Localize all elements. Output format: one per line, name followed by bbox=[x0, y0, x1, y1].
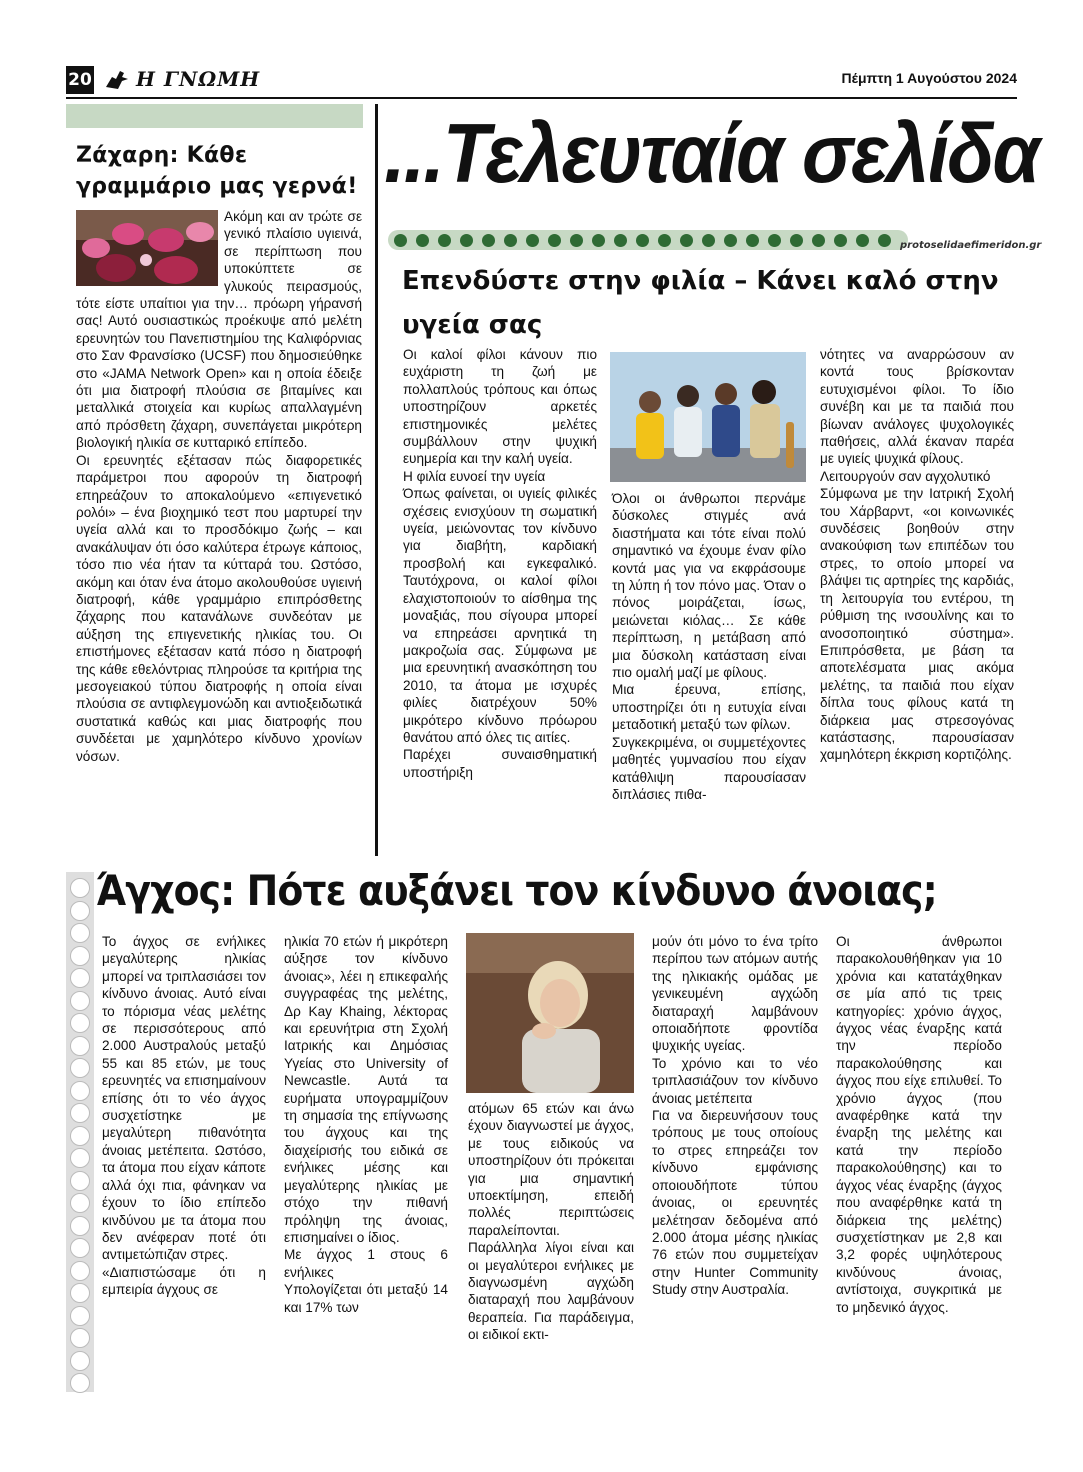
paragraph: Παράλληλα λίγοι είναι και οι μεγαλύτεροι ενήλικες με διαγνωσμένη αγχώδη διαταραχή που λαμβάνουν θεραπεία. Για παράδειγμα, οι ειδικοί εκτι- bbox=[468, 1240, 634, 1343]
divider-dot bbox=[746, 234, 759, 247]
divider-dot bbox=[636, 234, 649, 247]
divider-dot bbox=[658, 234, 671, 247]
divider-dot bbox=[394, 234, 407, 247]
newspaper-name: Η ΓΝΩΜΗ bbox=[136, 67, 261, 91]
paragraph: νότητες να αναρρώσουν αν κοντά τους βρίσκονταν ευτυχισμένοι φίλοι. Το ίδιο συνέβη και με τα παιδιά που βίωναν ανάλογες ψυχολογικές παθήσεις, αλλά έκαναν παρέα με υγιείς ψυχικά φίλους. bbox=[820, 347, 1014, 467]
issue-date: Πέμπτη 1 Αυγούστου 2024 bbox=[841, 70, 1017, 86]
divider-dot bbox=[438, 234, 451, 247]
divider-dot bbox=[834, 234, 847, 247]
paragraph: Το άγχος σε ενήλικες μεγαλύτερης ηλικίας μπορεί να τριπλασιάσει τον κίνδυνο άνοιας. Αυτό είναι το πόρισμα νέας μελέτης σε περισσότερους από 2.000 Αυστραλούς μεταξύ 55 και 85 ετών, με τους ερευνητές να επισημαίνουν επίσης ότι το νέο άγχος συσχετίστηκε με μεγαλύτερη πιθανότητα άνοιας μετέπειτα. Ωστόσο, τα άτομα που είχαν κάποτε αλλά όχι πια, φάνηκαν να έχουν το ίδιο επίπεδο κινδύνου με τα άτομα που δεν ανέφεραν ποτέ ότι αντιμετώπιζαν στρες. bbox=[102, 934, 266, 1263]
binder-hole bbox=[70, 1261, 90, 1281]
binder-hole bbox=[70, 1126, 90, 1146]
friendship-headline: Επενδύστε στην φιλία – Κάνει καλό στην υγεία σας bbox=[402, 266, 999, 340]
left-accent-bar bbox=[66, 104, 363, 128]
binder-hole bbox=[70, 1373, 90, 1393]
subheading: Λειτουργούν σαν αγχολυτικό bbox=[820, 468, 991, 484]
friends-selfie-photo bbox=[610, 352, 806, 482]
horse-logo-icon bbox=[104, 67, 130, 91]
pensive-woman-photo bbox=[466, 933, 634, 1093]
paragraph: ηλικία 70 ετών ή μικρότερη αύξησε τον κίνδυνο άνοιας», λέει η επικεφαλής συγγραφέας της μελέτης, Δρ Kay Khaing, λέκτορας και ερευνήτρια στη Σχολή Ιατρικής και Δημόσιας Υγείας στο University of Newcastle. Αυτά τα ευρήματα υπογραμμίζουν τη σημασία της επίγνωσης του άγχους και της διαχείρισής του ειδικά σε ενήλικες μέσης και μεγαλύτερης ηλικίας με στόχο την πιθανή πρόληψη της άνοιας, επισημαίνει ο ίδιος. bbox=[284, 934, 448, 1245]
sugar-article-text bbox=[76, 208, 362, 765]
divider-dot bbox=[548, 234, 561, 247]
paragraph: Οι καλοί φίλοι κάνουν πιο ευχάριστη τη ζωή με πολλαπλούς τρόπους και όπως υποστηρίζουν αρκετές επιστημονικές μελέτες συμβάλλουν στην ψυχική ευημερία και την καλή υγεία. bbox=[403, 347, 597, 467]
divider-dot bbox=[856, 234, 869, 247]
paragraph: Όλοι οι άνθρωποι περνάμε δύσκολες στιγμές ανά διαστήματα και τότε είναι πολύ σημαντικό να έχουμε έναν φίλο κοντά μας για να εκφράσουμε τη λύπη ή τον πόνο μας. Όταν ο πόνος μοιράζεται, ίσως, μειώνεται κιόλας… Σε κάθε περίπτωση, η μετάβαση από μια δύσκολη κατάσταση είναι πιο ομαλή μαζί με φίλους. bbox=[612, 491, 806, 681]
paragraph: Σύμφωνα με την Ιατρική Σχολή του Χάρβαρντ, «οι κοινωνικές συνδέσεις βοηθούν στην ανακούφιση των επιπέδων του στρες, το οποίο μπορεί να βλάψει τις αρτηρίες της καρδιάς, τη λειτουργία του εντέρου, τη ρύθμιση της ινσουλίνης και το ανοσοποιητικό σύστημα». Επιπρόσθετα, με βάση τα αποτελέσματα μιας ακόμα μελέτης, τα παιδιά που είχαν δίπλα τους φίλους κατά τη διάρκεια μας στρεσογόνας κατάστασης, παρουσίασαν χαμηλότερη έκκριση κορτιζόλης. bbox=[820, 486, 1014, 763]
page-number: 20 bbox=[66, 66, 94, 94]
paragraph: «Διαπιστώσαμε ότι η εμπειρία άγχους σε bbox=[102, 1264, 266, 1298]
divider-dot bbox=[460, 234, 473, 247]
paragraph: Συγκεκριμένα, οι συμμετέχοντες μαθητές γυμνασίου που είχαν κατάθλιψη παρουσίασαν διπλάσιες πιθα- bbox=[612, 734, 806, 802]
friendship-col3 bbox=[820, 346, 1014, 764]
paragraph: ατόμων 65 ετών και άνω έχουν διαγνωστεί με άγχος, με τους ειδικούς να υποστηρίζουν ότι πρόκειται για μια σημαντική υποεκτίμηση, επειδή πολλές περιπτώσεις παραλείπονται. bbox=[468, 1101, 634, 1238]
paragraph: Όπως φαίνεται, οι υγιείς φιλικές σχέσεις ενισχύουν τη σωματική υγεία, μειώνοντας τον κίνδυνο για διαβήτη, καρδιακή προσβολή και εγκεφαλικό. Ταυτόχρονα, οι καλοί φίλοι ελαχιστοποιούν το αίσθημα της μοναξιάς, που σίγουρα μπορεί να επηρεάσει αρνητικά τη μακροζωία σας. Σύμφωνα με μια ερευνητική ανασκόπηση του 2010, τα άτομα με ισχυρές φιλίες διατρέχουν 50% μικρότερο κίνδυνο πρόωρου θανάτου από όλες τις αιτίες. bbox=[403, 486, 597, 745]
dotted-divider bbox=[388, 230, 908, 250]
section-title: ...Τελευταία σελίδα bbox=[384, 106, 1039, 200]
binder-hole bbox=[70, 923, 90, 943]
sugar-intro: Ακόμη και αν τρώτε σε γενικό πλαίσιο υγιεινά, σε περίπτωση που υποκύπτετε σε γλυκούς πειρασμούς, τότε είστε υπαίτιοι για την… πρόωρη γήρανσή σας! Αυτό ουσιαστικώς προέκυψε από μελέτη ερευνητών του Πανεπιστημίου της Καλιφόρνιας στο Σαν Φρανσίσκο (UCSF) που δημοσιεύθηκε στο «JAMA Network Open» και η οποία έδειξε ότι μια διατροφή πλούσια σε βιταμίνες και μεταλλικά στοιχεία και κυρίως απαλλαγμένη από πρόσθετη ζάχαρη, συνεπάγεται μικρότερη βιολογική ηλικία σε κυτταρικό επίπεδο. bbox=[76, 209, 362, 451]
header-rule bbox=[66, 97, 1017, 99]
subheading: Το χρόνιο και το νέο τριπλασιάζουν τον κίνδυνο άνοιας μετέπειτα bbox=[652, 1055, 818, 1106]
anxiety-col4 bbox=[652, 933, 818, 1299]
binder-hole bbox=[70, 878, 90, 898]
divider-dot bbox=[702, 234, 715, 247]
divider-dot bbox=[504, 234, 517, 247]
subheading: Παρέχει συναισθηματική υποστήριξη bbox=[403, 747, 597, 780]
divider-dot bbox=[724, 234, 737, 247]
binder-hole bbox=[70, 1283, 90, 1303]
binder-hole bbox=[70, 968, 90, 988]
friendship-col2 bbox=[612, 490, 806, 803]
newspaper-logo bbox=[104, 64, 260, 94]
binder-hole bbox=[70, 1103, 90, 1123]
paragraph: Οι άνθρωποι παρακολουθήθηκαν για 10 χρόνια και κατατάχθηκαν σε μία από τις τρεις κατηγορίες: χρόνιο άγχος, άγχος νέας έναρξης κατά την περίοδο παρακολούθησης και άγχος που είχε επιλυθεί. Το χρόνιο άγχος (που αναφέρθηκε κατά την έναρξη της μελέτης και κατά την περίοδο παρακολούθησης) και το άγχος νέας έναρξης (άγχος που αναφέρθηκε κατά τη διάρκεια της μελέτης) συσχετίστηκαν με 2,8 και 3,2 φορές υψηλότερους κινδύνους άνοιας, αντίστοιχα, συγκριτικά με το μηδενικό άγχος. bbox=[836, 934, 1002, 1315]
divider-dot bbox=[526, 234, 539, 247]
sugar-body: Οι ερευνητές εξέτασαν πώς διαφορετικές παράμετροι που αφορούν τη διατροφή επηρεάζουν το αποκαλούμενο «επιγενετικό ρολόι» – ένα βιοχημικό τεστ που μαρτυρεί την υγεία αλλά και το προσδόκιμο ζωής – και ανακάλυψαν ότι όσο καλύτερα έτρωγε κάποιος, τόσο πιο νέα ήταν τα κύτταρά του. Ωστόσο, ακόμη και όταν ένα άτομο ακολουθούσε υγιεινή διατροφή, κάθε γραμμάριο επιπρόσθετης ζάχαρης που κατανάλωνε συνδεόταν με αύξηση της επιγενετικής ηλικίας του. Οι επιστήμονες εξέτασαν κατά πόσο η διατροφή της κάθε εθελόντριας πληρούσε τα κριτήρια της μεσογειακού τύπου διατροφής η οποία είναι πλούσια σε αντιφλεγμονώδη και αντιοξειδωτικά συστατικά καθώς και μιας διατροφής που συνδέεται με χαμηλότερο κίνδυνο χρονίων νόσων. bbox=[76, 452, 362, 764]
divider-dot bbox=[570, 234, 583, 247]
binder-hole-strip bbox=[66, 872, 94, 1392]
divider-dot bbox=[416, 234, 429, 247]
divider-dot bbox=[812, 234, 825, 247]
binder-hole bbox=[70, 1193, 90, 1213]
paragraph: Υπολογίζεται ότι μεταξύ 14 και 17% των bbox=[284, 1282, 448, 1315]
binder-hole bbox=[70, 1058, 90, 1078]
divider-dot bbox=[768, 234, 781, 247]
paragraph: Μια έρευνα, επίσης, υποστηρίζει ότι η ευτυχία είναι μεταδοτική μεταξύ των φίλων. bbox=[612, 682, 806, 733]
binder-hole bbox=[70, 1351, 90, 1371]
binder-hole bbox=[70, 1238, 90, 1258]
divider-dot bbox=[878, 234, 891, 247]
anxiety-col1 bbox=[102, 933, 266, 1299]
anxiety-col2 bbox=[284, 933, 448, 1316]
paragraph: Για να διερευνήσουν τους τρόπους με τους οποίους το στρες επηρεάζει τον κίνδυνο εμφάνισης οποιουδήποτε τύπου άνοιας, οι ερευνητές μελέτησαν δεδομένα από 2.000 άτομα μέσης ηλικίας 76 ετών που συμμετείχαν στην Hunter Community Study στην Αυστραλία. bbox=[652, 1108, 818, 1298]
divider-dot bbox=[614, 234, 627, 247]
anxiety-headline: Άγχος: Πότε αυξάνει τον κίνδυνο άνοιας; bbox=[96, 866, 937, 915]
website-label: protoselidaefimeridon.gr bbox=[900, 240, 1042, 251]
binder-hole bbox=[70, 1306, 90, 1326]
paragraph: μούν ότι μόνο το ένα τρίτο περίπου των ατόμων αυτής της ηλικιακής ομάδας με γενικευμένη αγχώδη διαταραχή λαμβάνουν οποιαδήποτε φροντίδα ψυχικής υγείας. bbox=[652, 934, 818, 1054]
anxiety-col5 bbox=[836, 933, 1002, 1316]
subheading: Με άγχος 1 στους 6 ενήλικες bbox=[284, 1247, 448, 1280]
binder-hole bbox=[70, 1081, 90, 1101]
photo-wrap-space bbox=[76, 208, 224, 288]
binder-hole bbox=[70, 946, 90, 966]
divider-dot bbox=[592, 234, 605, 247]
column-separator bbox=[375, 104, 378, 856]
binder-hole bbox=[70, 1013, 90, 1033]
binder-hole bbox=[70, 1148, 90, 1168]
subheading: Η φιλία ευνοεί την υγεία bbox=[403, 468, 546, 484]
binder-hole bbox=[70, 1171, 90, 1191]
binder-hole bbox=[70, 991, 90, 1011]
divider-dot bbox=[680, 234, 693, 247]
sugar-headline: Ζάχαρη: Κάθε γραμμάριο μας γερνά! bbox=[76, 143, 358, 199]
binder-hole bbox=[70, 1036, 90, 1056]
divider-dot bbox=[482, 234, 495, 247]
binder-hole bbox=[70, 901, 90, 921]
friendship-col1 bbox=[403, 346, 597, 781]
divider-dot bbox=[790, 234, 803, 247]
anxiety-col3 bbox=[468, 1100, 634, 1344]
binder-hole bbox=[70, 1328, 90, 1348]
binder-hole bbox=[70, 1216, 90, 1236]
